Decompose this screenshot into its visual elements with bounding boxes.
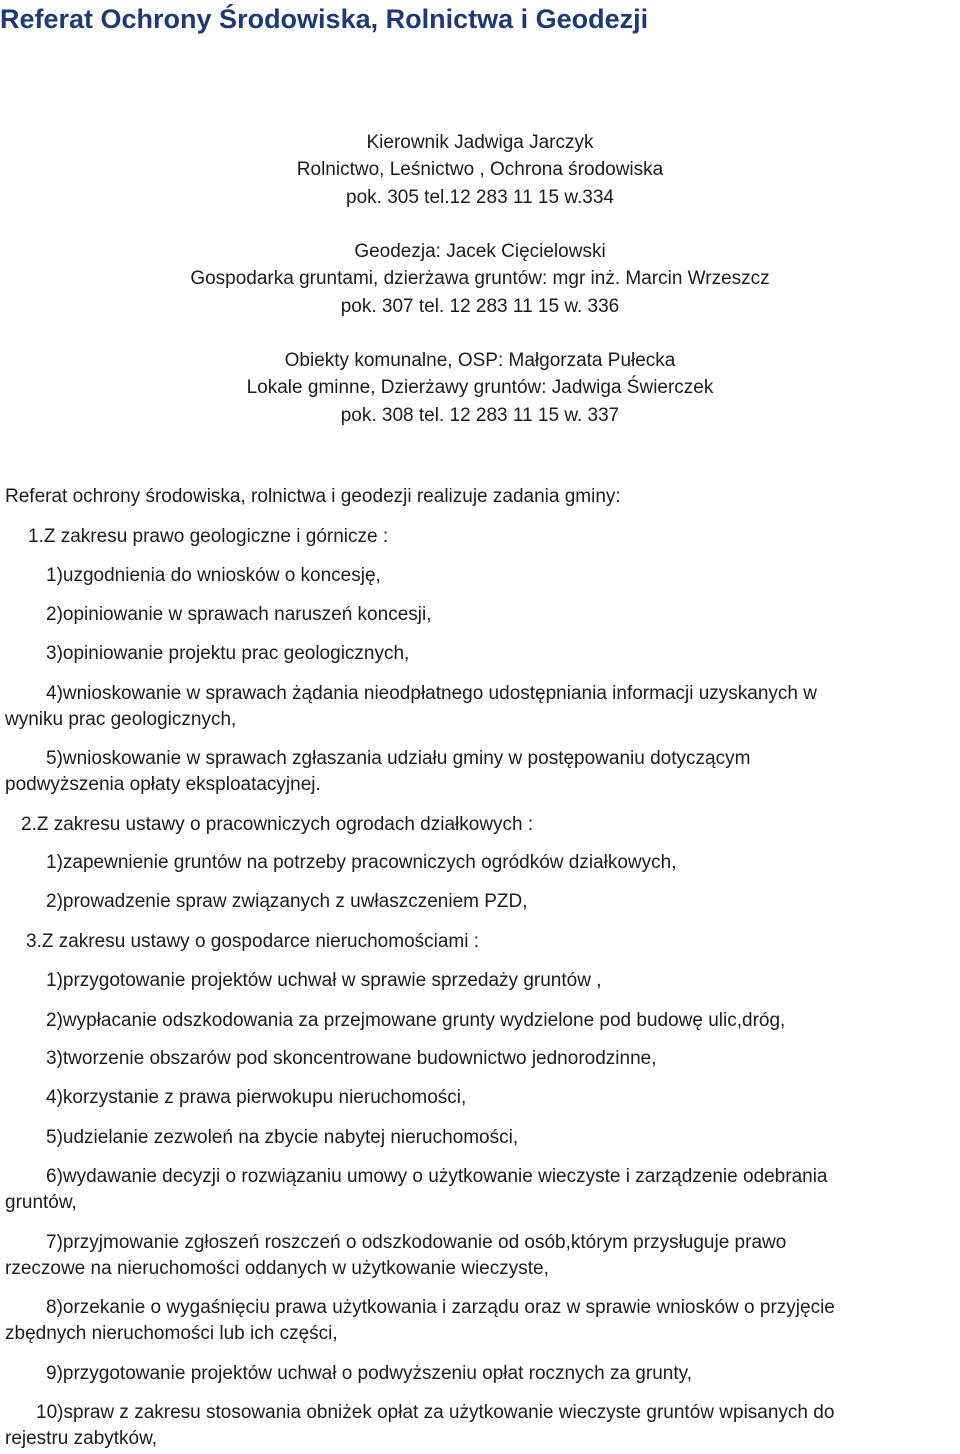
section-heading: 3.Z zakresu ustawy o gospodarce nieruchomościami :	[26, 931, 480, 952]
contact-line: pok. 305 tel.12 283 11 15 w.334	[346, 187, 614, 208]
contact-line: pok. 307 tel. 12 283 11 15 w. 336	[340, 296, 620, 317]
contact-line: Gospodarka gruntami, dzierżawa gruntów: mgr inż. Marcin Wrzeszcz	[190, 268, 770, 289]
list-item-continuation: zbędnych nieruchomości lub ich części,	[5, 1323, 338, 1344]
contact-line: Rolnictwo, Leśnictwo , Ochrona środowiska	[296, 159, 664, 180]
list-item: 6)wydawanie decyzji o rozwiązaniu umowy o użytkowanie wieczyste i zarządzenie odebrania	[46, 1166, 828, 1187]
list-item: 3)tworzenie obszarów pod skoncentrowane budownictwo jednorodzinne,	[46, 1048, 657, 1069]
page-title: Referat Ochrony Środowiska, Rolnictwa i Geodezji	[0, 4, 649, 34]
list-item-continuation: gruntów,	[5, 1192, 77, 1213]
section-heading: 2.Z zakresu ustawy o pracowniczych ogrodach działkowych :	[21, 814, 534, 835]
list-item: 1)uzgodnienia do wniosków o koncesję,	[46, 565, 381, 586]
contact-line: Lokale gminne, Dzierżawy gruntów: Jadwiga Świerczek	[246, 377, 714, 398]
contact-line: Kierownik Jadwiga Jarczyk	[366, 132, 594, 153]
intro-text: Referat ochrony środowiska, rolnictwa i geodezji realizuje zadania gminy:	[5, 486, 621, 507]
list-item-continuation: rejestru zabytków,	[5, 1428, 158, 1449]
list-item: 7)przyjmowanie zgłoszeń roszczeń o odszkodowanie od osób,którym przysługuje prawo	[46, 1232, 787, 1253]
list-item: 8)orzekanie o wygaśnięciu prawa użytkowania i zarządu oraz w sprawie wniosków o przyjęcie	[46, 1297, 835, 1318]
contact-line: pok. 308 tel. 12 283 11 15 w. 337	[340, 405, 620, 426]
list-item-continuation: podwyższenia opłaty eksploatacyjnej.	[5, 774, 321, 795]
list-item: 2)wypłacanie odszkodowania za przejmowane grunty wydzielone pod budowę ulic,dróg,	[46, 1010, 786, 1031]
list-item: 9)przygotowanie projektów uchwał o podwyższeniu opłat rocznych za grunty,	[46, 1363, 692, 1384]
list-item: 5)wnioskowanie w sprawach zgłaszania udziału gminy w postępowaniu dotyczącym	[46, 748, 751, 769]
list-item: 2)prowadzenie spraw związanych z uwłaszczeniem PZD,	[46, 891, 528, 912]
section-heading: 1.Z zakresu prawo geologiczne i górnicze :	[28, 526, 389, 547]
list-item: 3)opiniowanie projektu prac geologicznych,	[46, 643, 410, 664]
contact-line: Obiekty komunalne, OSP: Małgorzata Pułecka	[284, 350, 676, 371]
list-item: 10)spraw z zakresu stosowania obniżek opłat za użytkowanie wieczyste gruntów wpisanych do	[36, 1402, 835, 1423]
list-item: 1)zapewnienie gruntów na potrzeby pracowniczych ogródków działkowych,	[46, 852, 677, 873]
list-item-continuation: rzeczowe na nieruchomości oddanych w użytkowanie wieczyste,	[5, 1258, 549, 1279]
contact-line: Geodezja: Jacek Cięcielowski	[354, 241, 606, 262]
list-item: 1)przygotowanie projektów uchwał w sprawie sprzedaży gruntów ,	[46, 970, 602, 991]
list-item: 4)wnioskowanie w sprawach żądania nieodpłatnego udostępniania informacji uzyskanych w	[46, 683, 818, 704]
list-item-continuation: wyniku prac geologicznych,	[5, 709, 237, 730]
list-item: 5)udzielanie zezwoleń na zbycie nabytej nieruchomości,	[46, 1127, 519, 1148]
list-item: 2)opiniowanie w sprawach naruszeń koncesji,	[46, 604, 432, 625]
list-item: 4)korzystanie z prawa pierwokupu nieruchomości,	[46, 1087, 467, 1108]
